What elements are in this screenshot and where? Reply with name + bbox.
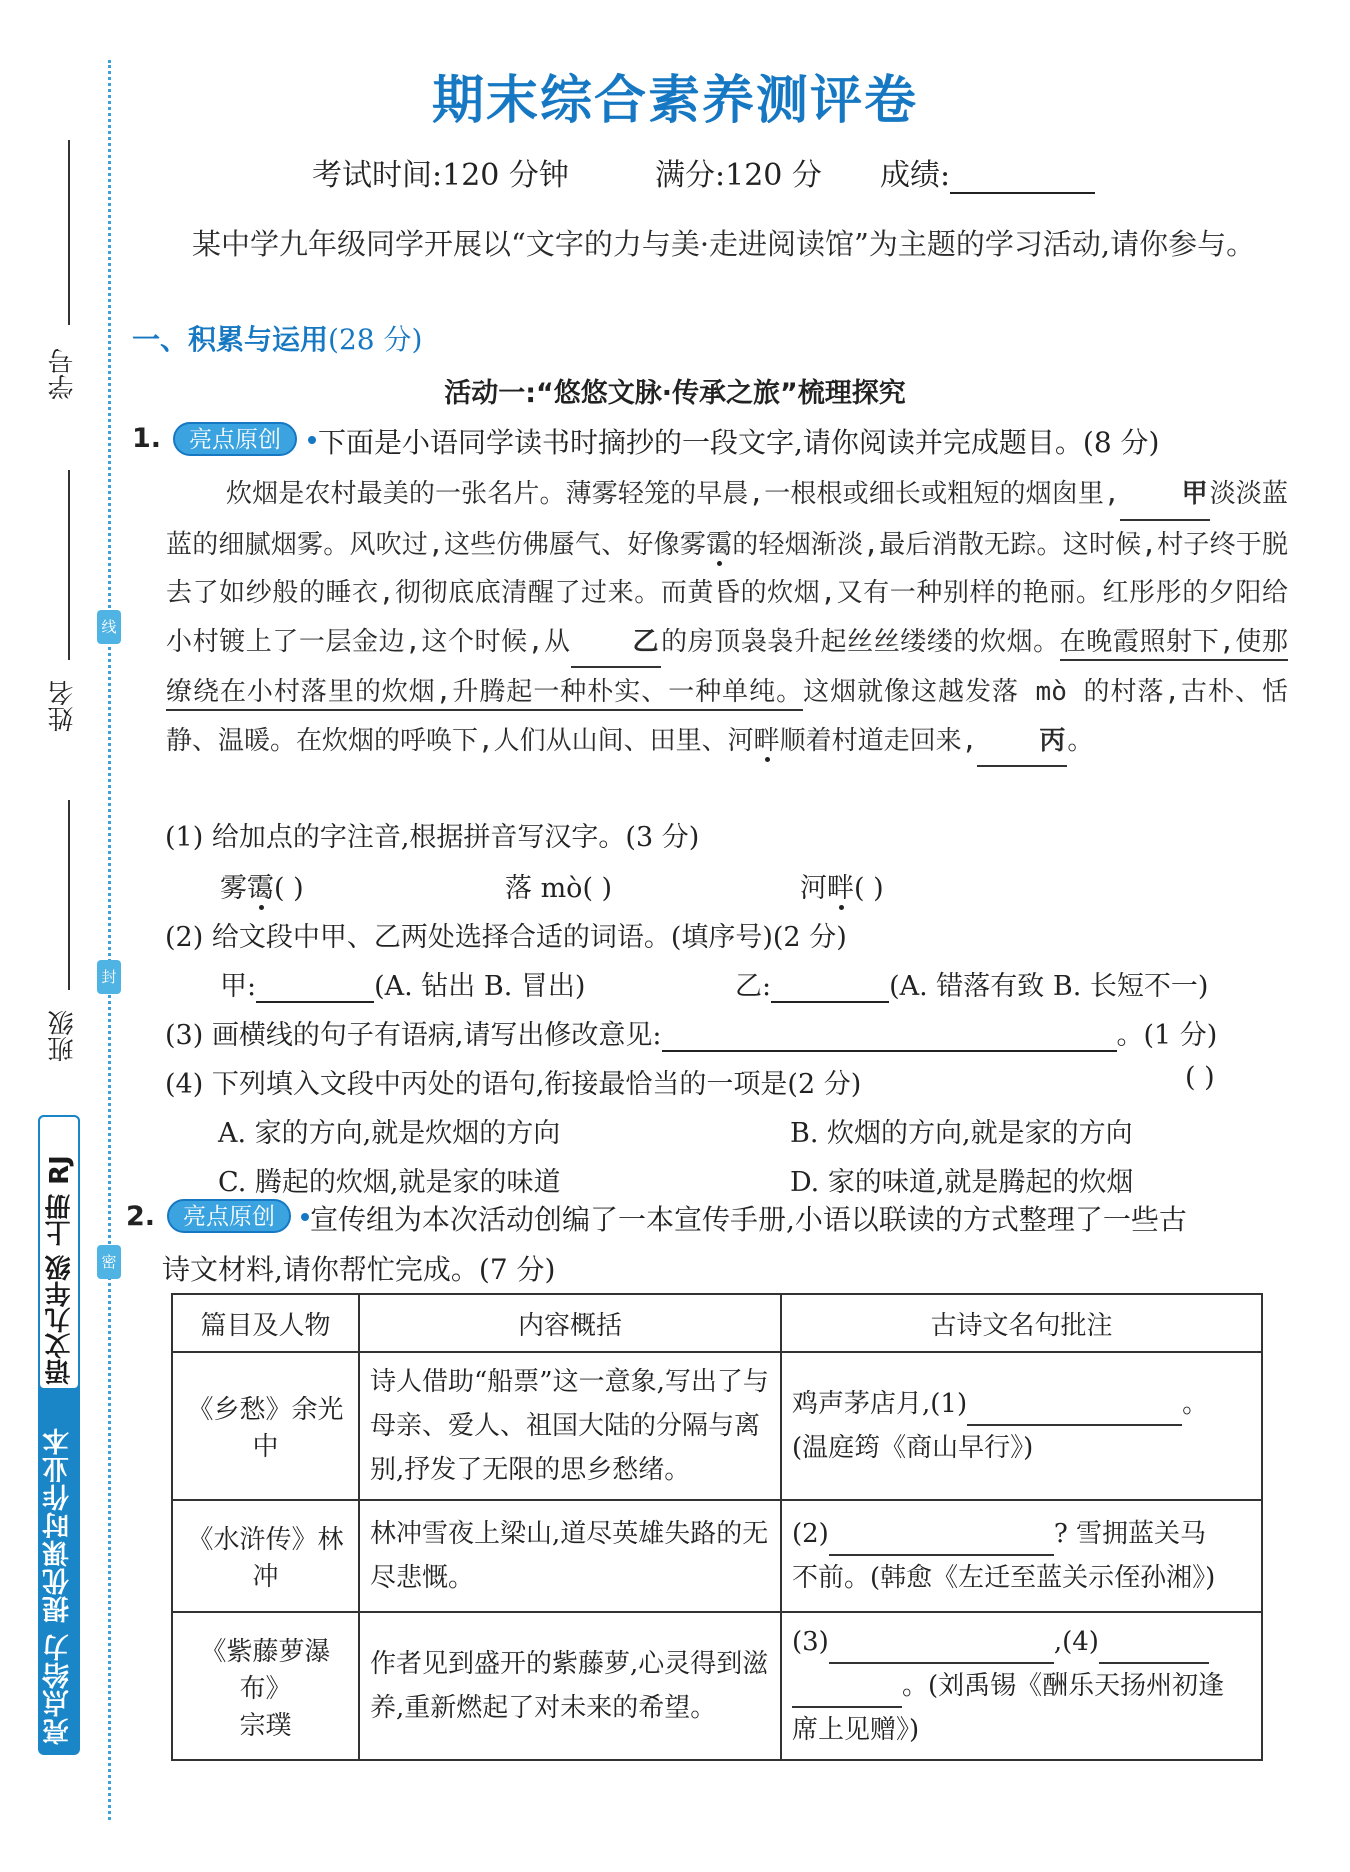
dotted-char-ai: 霭 bbox=[706, 529, 733, 560]
passage-s5: 顺着村道走回来, bbox=[779, 725, 978, 756]
row1-work: 《乡愁》余光中 bbox=[172, 1352, 359, 1500]
page-title: 期末综合素养测评卷 bbox=[431, 71, 918, 131]
q1-sub2-prompt: (2) 给文段中甲、乙两处选择合适的词语。(填序号)(2 分) bbox=[165, 922, 847, 953]
binder-tag-secret: 密 bbox=[97, 1245, 121, 1279]
row2-work: 《水浒传》林冲 bbox=[172, 1500, 359, 1612]
section-heading bbox=[132, 318, 422, 358]
section-points: (28 分) bbox=[328, 323, 423, 356]
sub2-b-label: 乙: bbox=[735, 971, 772, 1002]
name-label: 姓名 bbox=[48, 680, 78, 732]
poetry-table bbox=[171, 1293, 1263, 1761]
row3-quote bbox=[781, 1612, 1262, 1760]
id-write-line[interactable] bbox=[68, 140, 70, 325]
row3-quote-mid: ,(4) bbox=[1053, 1627, 1099, 1657]
intro-paragraph: 某中学九年级同学开展以“文字的力与美·走进阅读馆”为主题的学习活动,请你参与。 bbox=[192, 227, 1256, 261]
sub3-points: 。(1 分) bbox=[1116, 1020, 1218, 1051]
passage-s6: 。 bbox=[1067, 725, 1094, 756]
grade-field bbox=[880, 150, 1095, 194]
row1-quote-post: 。 bbox=[1182, 1389, 1209, 1419]
sub2-a-label: 甲: bbox=[220, 971, 257, 1002]
blank-c[interactable]: 丙 bbox=[977, 717, 1067, 768]
col-header-work: 篇目及人物 bbox=[172, 1294, 359, 1352]
row1-answer-1[interactable] bbox=[967, 1394, 1182, 1426]
passage-s1: 炊烟是农村最美的一张名片。薄雾轻笼的早晨,一根根或细长或粗短的烟囱里, bbox=[226, 479, 1120, 509]
full-score: 满分:120 分 bbox=[655, 158, 822, 193]
item3-answer-paren[interactable]: ( ) bbox=[854, 873, 884, 904]
passage-s4: 这烟就像这越发落 mò 的村落,古朴、恬静、温暖。在炊烟的呼唤下,人们从山间、田里、河 bbox=[166, 677, 1288, 756]
row2-answer-2[interactable] bbox=[829, 1524, 1054, 1556]
item1-dot-char: 霭 bbox=[247, 873, 274, 904]
binder-tag-seal: 封 bbox=[97, 960, 121, 994]
binding-dotted-line bbox=[108, 60, 111, 1820]
row3-summary: 作者见到盛开的紫藤萝,心灵得到滋养,重新燃起了对未来的希望。 bbox=[359, 1612, 781, 1760]
item1-pre: 雾 bbox=[220, 873, 247, 904]
blank-b[interactable]: 乙 bbox=[571, 618, 661, 669]
id-label: 学号 bbox=[48, 348, 78, 400]
col-header-summary: 内容概括 bbox=[359, 1294, 781, 1352]
q1-sub2-b bbox=[735, 964, 1208, 1003]
q2-badge: 亮点原创 bbox=[167, 1199, 291, 1233]
option-d[interactable]: D. 家的味道,就是腾起的炊烟 bbox=[790, 1167, 1134, 1198]
row3-quote-post: 。(刘禹锡《酬乐天扬州初逢 bbox=[902, 1671, 1225, 1701]
q1-sub1-prompt: (1) 给加点的字注音,根据拼音写汉字。(3 分) bbox=[165, 822, 700, 853]
q1-sub1-item1 bbox=[220, 866, 304, 905]
binder-tag-line: 线 bbox=[97, 610, 121, 644]
table-header-row bbox=[172, 1294, 1262, 1352]
sub2-a-blank[interactable] bbox=[256, 971, 374, 1003]
sub3-answer-line[interactable] bbox=[662, 1020, 1117, 1052]
q2-stem-line2: 诗文材料,请你帮忙完成。(7 分) bbox=[162, 1253, 556, 1286]
underlined-sentence: 在晚霞照射下,使那缭绕在小村落里的炊烟,升腾起一种朴实、一种单纯。 bbox=[166, 627, 1288, 712]
sub2-b-options: (A. 错落有致 B. 长短不一) bbox=[889, 971, 1209, 1002]
q1-sub2-a bbox=[220, 964, 585, 1003]
row3-answer-4a[interactable] bbox=[1099, 1632, 1209, 1664]
sub2-a-options: (A. 钻出 B. 冒出) bbox=[374, 971, 586, 1002]
row2-summary: 林冲雪夜上梁山,道尽英雄失路的无尽悲慨。 bbox=[359, 1500, 781, 1612]
activity-heading: 活动一:“悠悠文脉·传承之旅”梳理探究 bbox=[444, 378, 906, 409]
name-write-line[interactable] bbox=[68, 470, 70, 660]
passage-s3: 的房顶袅袅升起丝丝缕缕的炊烟。 bbox=[660, 626, 1060, 657]
spine-series-label: 亮点给力 提优课时作业本 bbox=[43, 1426, 74, 1745]
row2-quote-post: ? 雪拥蓝关马 bbox=[1053, 1519, 1207, 1549]
dotted-char-pan: 畔 bbox=[753, 725, 780, 756]
row3-answer-4b[interactable] bbox=[792, 1676, 902, 1708]
item3-pre: 河 bbox=[800, 873, 827, 904]
q1-badge-dot bbox=[308, 436, 316, 444]
q1-number: 1. bbox=[132, 423, 162, 454]
row3-work-author: 宗璞 bbox=[239, 1710, 292, 1741]
q2-stem-line1: 宣传组为本次活动创编了一本宣传手册,小语以联读的方式整理了一些古 bbox=[310, 1203, 1187, 1236]
passage-s2b: 的轻烟渐淡,最后消散无踪。这时候,村子终于脱去了如纱般的睡衣,彻彻底底清醒了过来。而黄昏的炊烟,又有一种别样的艳丽。红彤彤的夕阳给小村镀上了一层金边,这个时候,从 bbox=[166, 529, 1288, 657]
grade-label: 成绩: bbox=[880, 158, 951, 193]
passage-paragraph bbox=[166, 470, 1288, 767]
q1-badge: 亮点原创 bbox=[173, 422, 297, 456]
row3-quote-pre: (3) bbox=[792, 1627, 829, 1657]
q1-passage bbox=[166, 470, 1288, 767]
row1-summary: 诗人借助“船票”这一意象,写出了与母亲、爱人、祖国大陆的分隔与离别,抒发了无限的思乡愁绪。 bbox=[359, 1352, 781, 1500]
row3-answer-3[interactable] bbox=[829, 1632, 1054, 1664]
table-row bbox=[172, 1500, 1262, 1612]
q2-number: 2. bbox=[126, 1201, 156, 1232]
row3-work-title: 《紫藤萝瀑布》 bbox=[200, 1636, 331, 1704]
table-row bbox=[172, 1352, 1262, 1500]
q2-badge-dot bbox=[301, 1213, 309, 1221]
row3-source: 席上见赠》) bbox=[792, 1715, 920, 1745]
option-c[interactable]: C. 腾起的炊烟,就是家的味道 bbox=[218, 1167, 561, 1198]
sub3-prompt: (3) 画横线的句子有语病,请写出修改意见: bbox=[165, 1020, 662, 1051]
passage-s2a: 淡淡蓝蓝的细腻烟雾。风吹过,这些仿佛蜃气、好像雾 bbox=[166, 479, 1288, 560]
item1-answer-paren[interactable]: ( ) bbox=[274, 873, 304, 904]
q1-sub3 bbox=[165, 1013, 1217, 1052]
q1-stem: 下面是小语同学读书时摘抄的一段文字,请你阅读并完成题目。(8 分) bbox=[318, 426, 1160, 459]
grade-blank[interactable] bbox=[950, 162, 1095, 194]
option-a[interactable]: A. 家的方向,就是炊烟的方向 bbox=[218, 1118, 561, 1149]
exam-time: 考试时间:120 分钟 bbox=[312, 158, 569, 193]
q1-sub4-prompt: (4) 下列填入文段中丙处的语句,衔接最恰当的一项是(2 分) bbox=[165, 1069, 862, 1100]
row2-quote-pre: (2) bbox=[792, 1519, 829, 1549]
row3-work bbox=[172, 1612, 359, 1760]
row2-source: 不前。(韩愈《左迁至蓝关示侄孙湘》) bbox=[792, 1563, 1216, 1593]
row1-quote-pre: 鸡声茅店月,(1) bbox=[792, 1389, 968, 1419]
class-write-line[interactable] bbox=[68, 800, 70, 990]
option-b[interactable]: B. 炊烟的方向,就是家的方向 bbox=[790, 1118, 1133, 1149]
row2-quote bbox=[781, 1500, 1262, 1612]
row1-quote bbox=[781, 1352, 1262, 1500]
section-title: 一、积累与运用 bbox=[132, 323, 329, 356]
q1-sub4-answer-paren[interactable]: ( ) bbox=[1185, 1062, 1215, 1093]
q1-sub1-item3 bbox=[800, 866, 884, 905]
blank-a[interactable]: 甲 bbox=[1120, 470, 1210, 521]
class-label: 班级 bbox=[48, 1010, 78, 1062]
table-row bbox=[172, 1612, 1262, 1760]
col-header-quote: 古诗文名句批注 bbox=[781, 1294, 1262, 1352]
row1-source: (温庭筠《商山早行》) bbox=[792, 1433, 1034, 1463]
item3-dot-char: 畔 bbox=[827, 873, 854, 904]
sub2-b-blank[interactable] bbox=[771, 971, 889, 1003]
spine-book-label: 语文九年级 上册 RJ bbox=[45, 1155, 75, 1385]
q1-sub1-item2[interactable]: 落 mò( ) bbox=[505, 873, 613, 904]
